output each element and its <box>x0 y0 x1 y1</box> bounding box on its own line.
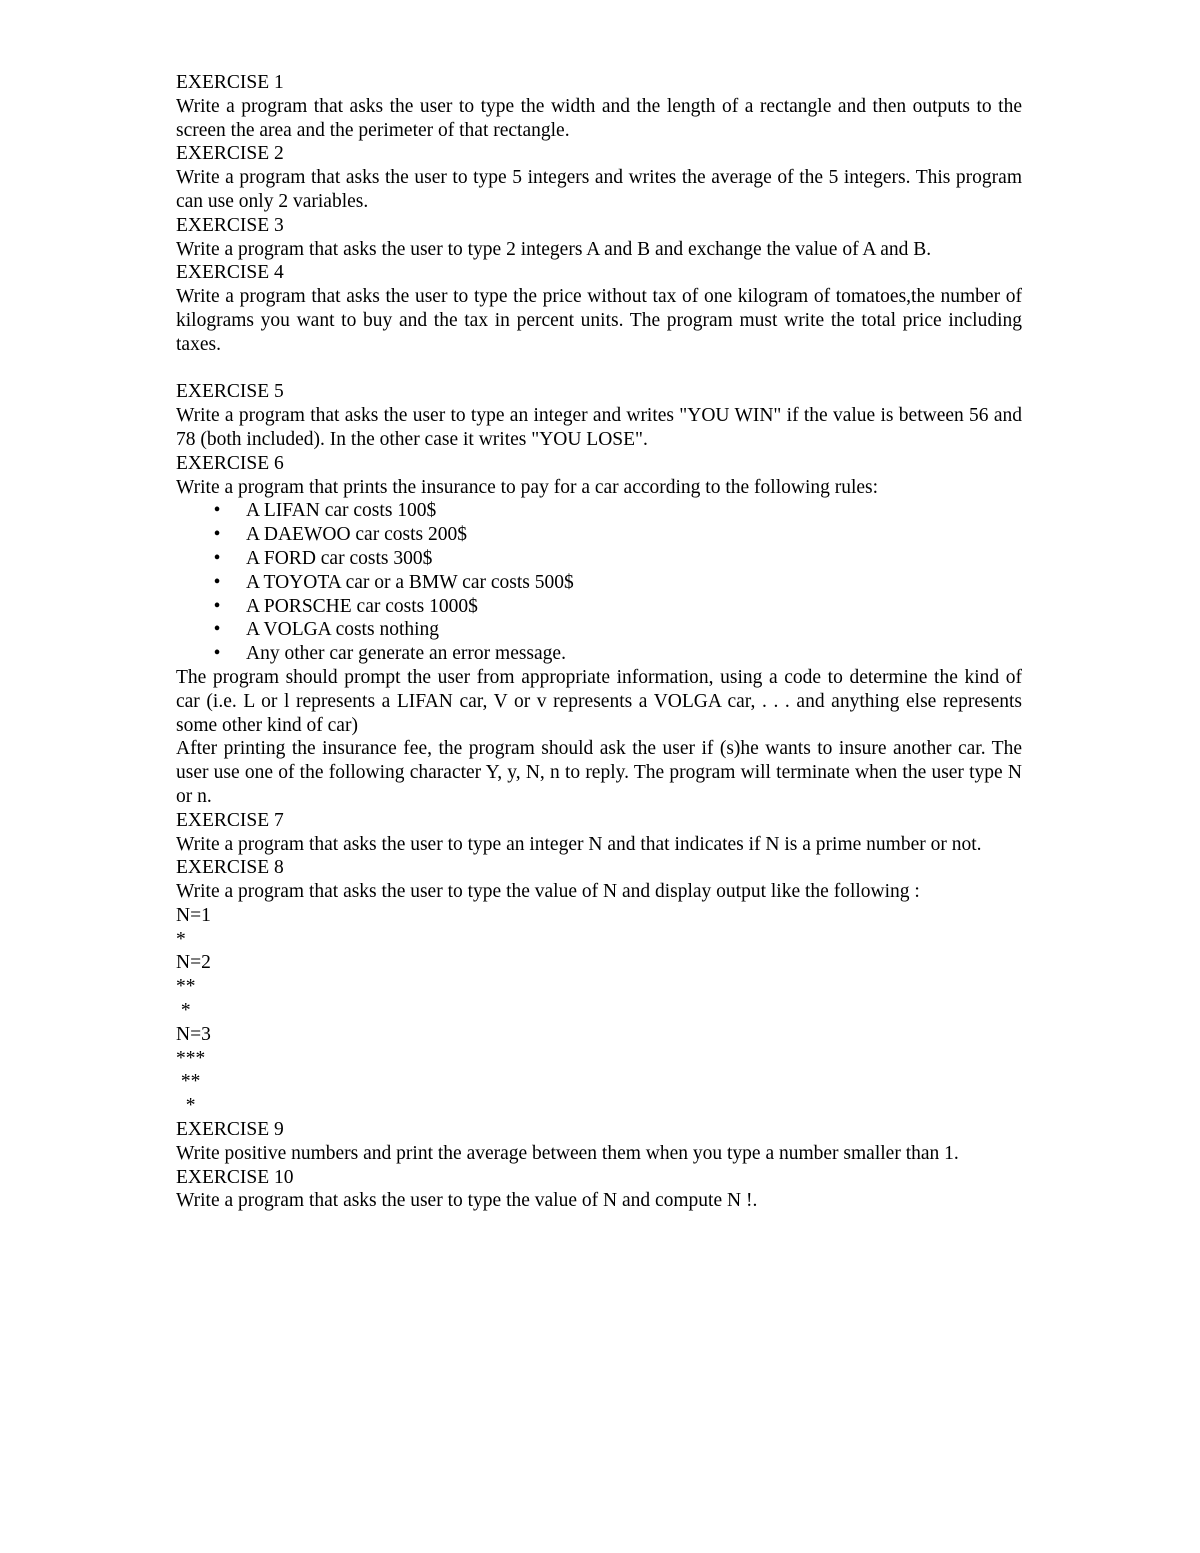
exercise-5-text: Write a program that asks the user to type an integer and writes "YOU WIN" if the value is between 56 and 78 (both included). In the other case it writes "YOU LOSE". <box>176 405 1022 450</box>
exercise-1-heading: EXERCISE 1 <box>176 72 284 93</box>
output-line: ** <box>176 976 196 998</box>
exercise-9-text: Write positive numbers and print the average between them when you type a number smaller than 1. <box>176 1142 959 1164</box>
rule-text: A DAEWOO car costs 200$ <box>246 524 467 546</box>
rule-text: A FORD car costs 300$ <box>246 547 433 569</box>
exercise-6-heading: EXERCISE 6 <box>176 452 284 474</box>
bullet-icon: • <box>213 643 221 665</box>
exercise-2-heading: EXERCISE 2 <box>176 143 284 165</box>
exercise-6-paragraph-2: After printing the insurance fee, the program should ask the user if (s)he wants to insure another car. The user use one of the following character Y, y, N, n to reply. The program will terminate when the user type N or n. <box>176 738 1022 807</box>
exercise-4-text: Write a program that asks the user to type the price without tax of one kilogram of tomatoes,the number of kilograms you want to buy and the tax in percent units. The program must write the total price including taxes. <box>176 286 1022 355</box>
output-line: N=3 <box>176 1023 211 1045</box>
list-item <box>176 523 1022 547</box>
output-line: * <box>176 928 186 950</box>
bullet-icon: • <box>213 547 221 569</box>
rule-text: A VOLGA costs nothing <box>246 619 440 641</box>
insurance-rules-list <box>176 499 1022 666</box>
list-item <box>176 571 1022 595</box>
bullet-icon: • <box>213 524 221 546</box>
rule-text: Any other car generate an error message. <box>246 643 566 665</box>
bullet-icon: • <box>213 500 221 522</box>
exercise-7-heading: EXERCISE 7 <box>176 809 284 831</box>
exercise-3-heading: EXERCISE 3 <box>176 214 284 236</box>
output-line: N=1 <box>176 904 211 926</box>
exercise-1-text: Write a program that asks the user to type the width and the length of a rectangle and then outputs to the screen the area and the perimeter of that rectangle. <box>176 95 1022 141</box>
exercise-6-paragraph-1: The program should prompt the user from appropriate information, using a code to determine the kind of car (i.e. L or l represents a LIFAN car, V or v represents a VOLGA car, . . . and anything else represents some other kind of car) <box>176 666 1022 736</box>
exercise-10-text: Write a program that asks the user to type the value of N and compute N !. <box>176 1190 758 1212</box>
exercise-8-text: Write a program that asks the user to type the value of N and display output like the following : <box>176 881 920 903</box>
exercise-5-heading: EXERCISE 5 <box>176 381 284 403</box>
exercise-10-heading: EXERCISE 10 <box>176 1166 294 1188</box>
output-line: * <box>176 1000 191 1022</box>
blank-line <box>176 357 1022 381</box>
list-item <box>176 618 1022 642</box>
rule-text: A PORSCHE car costs 1000$ <box>246 595 478 617</box>
exercise-6-intro: Write a program that prints the insurance to pay for a car according to the following rules: <box>176 476 879 498</box>
output-line: ** <box>176 1071 201 1093</box>
bullet-icon: • <box>213 619 221 641</box>
exercise-9-heading: EXERCISE 9 <box>176 1119 284 1141</box>
list-item <box>176 547 1022 571</box>
bullet-icon: • <box>213 571 221 593</box>
exercise-3-text: Write a program that asks the user to type 2 integers A and B and exchange the value of A and B. <box>176 238 932 260</box>
output-line: N=2 <box>176 952 211 974</box>
list-item <box>176 642 1022 666</box>
output-line: * <box>176 1095 196 1117</box>
exercise-8-heading: EXERCISE 8 <box>176 857 284 879</box>
exercise-4-heading: EXERCISE 4 <box>176 262 284 284</box>
exercise-2-text: Write a program that asks the user to type 5 integers and writes the average of the 5 integers. This program can use only 2 variables. <box>176 167 1022 212</box>
rule-text: A LIFAN car costs 100$ <box>246 500 437 522</box>
list-item <box>176 595 1022 619</box>
output-line: *** <box>176 1047 206 1069</box>
sample-output <box>176 904 1022 1118</box>
bullet-icon: • <box>213 595 221 617</box>
document-page <box>176 71 1022 1213</box>
rule-text: A TOYOTA car or a BMW car costs 500$ <box>246 571 574 593</box>
list-item <box>176 499 1022 523</box>
exercise-7-text: Write a program that asks the user to type an integer N and that indicates if N is a prime number or not. <box>176 833 982 855</box>
